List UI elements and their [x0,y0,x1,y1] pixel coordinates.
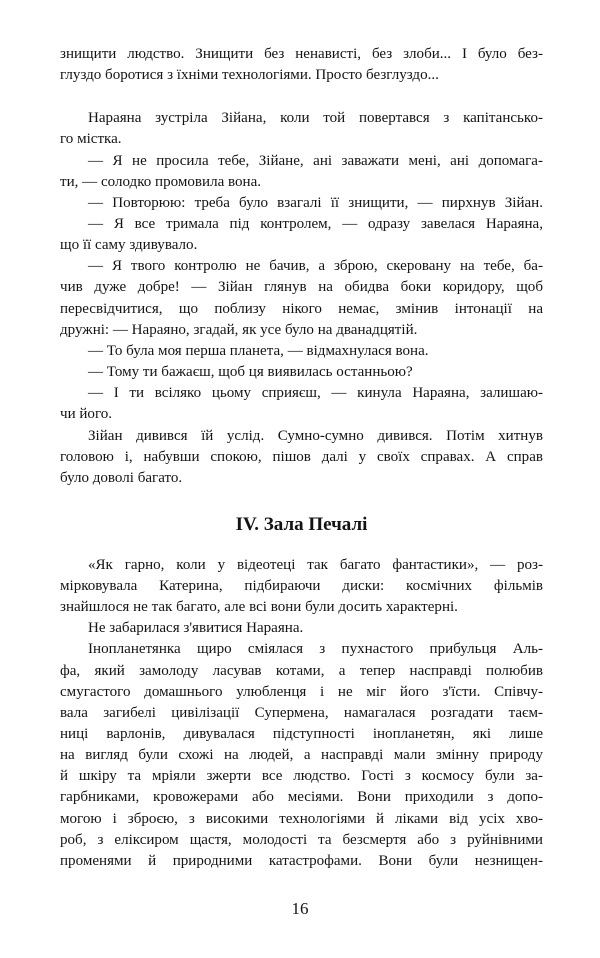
text-line: пересвідчитися, що поблизу нікого немає, змінив інтонації на [60,300,543,317]
text-line: чив дуже добре! — Зійан глянув на обидва боки коридору, щоб [60,279,543,296]
text-line: на вигляд були схожі на людей, а насправді мали змінну природу [60,747,543,764]
text-line: го містка. [60,131,122,148]
text-line: глуздо боротися з їхніми технологіями. Просто безглуздо... [60,67,439,84]
text-line: Не забарилася з'явитися Нараяна. [88,620,304,637]
text-line: могою і зброєю, з високими технологіями й ліками від усіх хво- [60,810,543,827]
text-line: чи його. [60,406,113,423]
text-line: — То була моя перша планета, — відмахнулася вона. [88,342,429,359]
text-line: Зійан дивився їй услід. Сумно-сумно дивився. Потім хитнув [88,427,543,444]
text-line: — Я не просила тебе, Зійане, ані заважати мені, ані допомага- [88,152,543,169]
text-line: — І ти всіляко цьому сприяєш, — кинула Нараяна, залишаю- [88,385,543,402]
text-line: було доволі багато. [60,469,183,486]
text-line: головою і, набувши спокою, пішов далі у своїх справах. А справ [60,448,543,465]
text-line: гарбниками, кровожерами або месіями. Вони приходили з допо- [60,789,543,806]
text-line: й шкіру та мріяли зжерти все людство. Гості з космосу були за- [60,768,543,785]
page-number: 16 [291,899,309,918]
text-line: променями й природними катастрофами. Вони були незнищен- [60,852,543,869]
text-line: фа, який замолоду ласував котами, а тепер насправді полюбив [60,662,543,679]
text-line: Інопланетянка щиро сміялася з пухнастого прибульця Аль- [88,641,543,658]
text-line: мірковувала Катерина, підбираючи диски: космічних фільмів [60,577,543,594]
text-line: — Повторюю: треба було взагалі її знищити, — пирхнув Зійан. [88,194,543,211]
text-line: — Тому ти бажаєш, щоб ця виявилась останньою? [88,364,413,380]
text-line: дружні: — Нараяно, згадай, як усе було на дванадцятій. [60,321,418,338]
text-line: — Я твого контролю не бачив, а зброю, скеровану на тебе, ба- [88,258,543,275]
text-line: «Як гарно, коли у відеотеці так багато фантастики», — роз- [88,556,543,573]
text-line: смугастого домашнього улюбленця і не міг його з'їсти. Співчу- [60,683,543,700]
text-line: що її саму здивувало. [60,237,198,254]
text-line: ти, — солодко промовила вона. [60,173,262,190]
text-line: Нараяна зустріла Зійана, коли той повертався з капітансько- [88,110,543,127]
section-heading: IV. Зала Печалі [235,514,368,536]
text-line: знищити людство. Знищити без ненависті, без злоби... І було без- [60,46,543,62]
text-line: — Я все тримала під контролем, — одразу завелася Нараяна, [88,216,543,232]
text-line: вала загибелі цивілізації Супермена, намагалася розгадати таєм- [60,704,543,721]
text-line: знайшлося не так багато, але всі вони були досить характерні. [60,599,458,616]
text-line: ниці варлонів, дивувалася підступності інопланетян, які лише [60,725,543,742]
text-line: роб, з еліксиром щастя, молодості та безсмертя або з руйнівними [60,831,543,848]
